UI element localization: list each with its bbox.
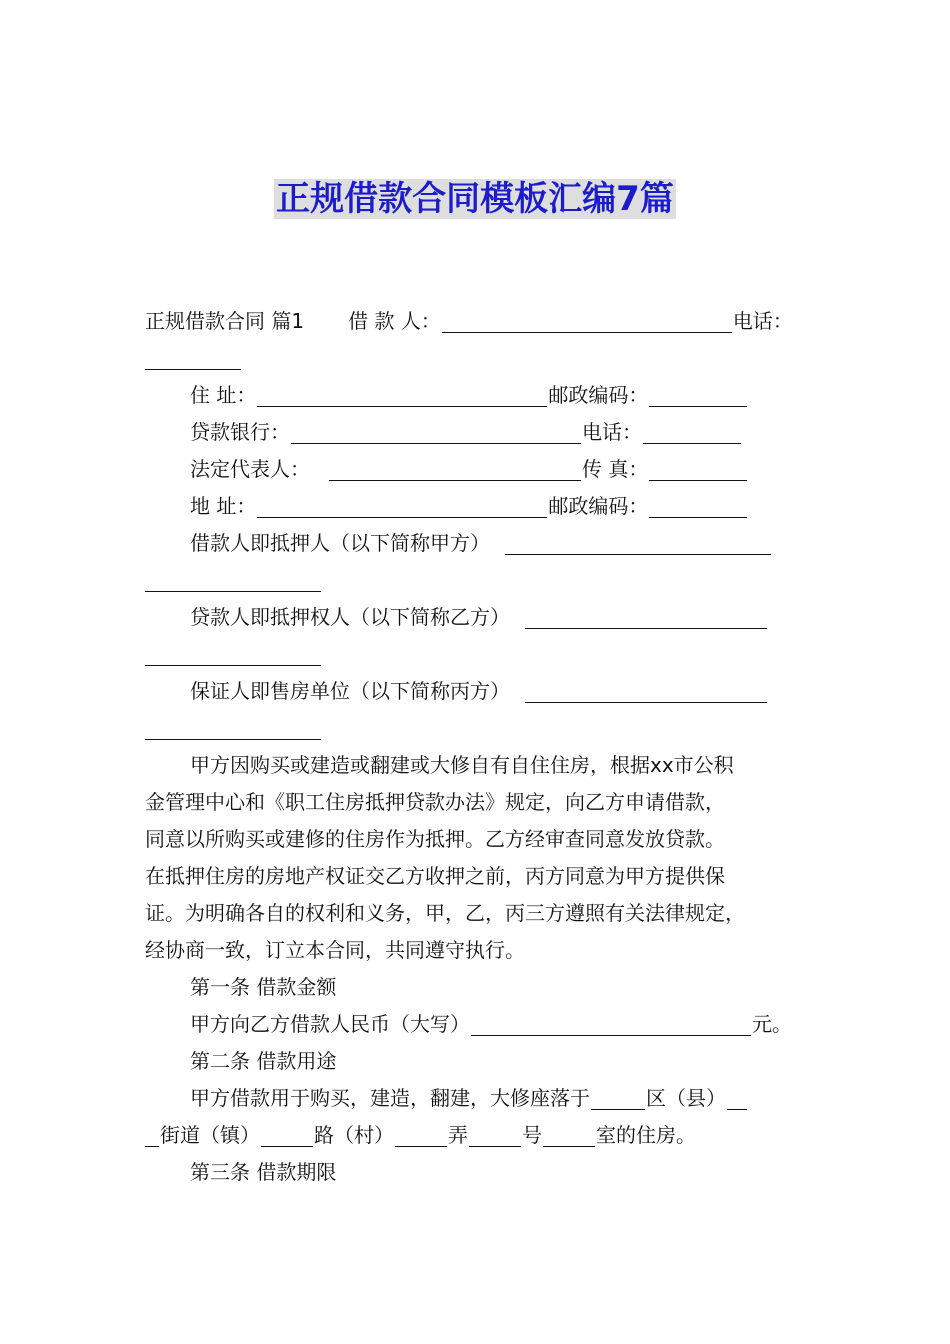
party-c-cont <box>145 710 810 747</box>
party-b-cont <box>145 636 810 673</box>
party-c-blank[interactable] <box>525 680 767 703</box>
preamble-line: 经协商一致，订立本合同，共同遵守执行。 <box>145 938 525 962</box>
bank-phone-blank[interactable] <box>643 421 741 444</box>
room-blank[interactable] <box>543 1124 595 1147</box>
article-1-text-after: 元。 <box>752 1012 792 1036</box>
phone-blank-line <box>145 340 810 377</box>
preamble-line: 甲方因购买或建造或翻建或大修自有自住住房，根据xx市公积 <box>190 753 734 777</box>
postal2-label: 邮政编码： <box>548 494 649 518</box>
party-b-blank[interactable] <box>525 606 767 629</box>
postal2-blank[interactable] <box>649 495 747 518</box>
party-a-blank-cont[interactable] <box>145 569 321 592</box>
bank-blank[interactable] <box>291 421 581 444</box>
party-c-line <box>145 673 810 710</box>
bank-line <box>145 414 810 451</box>
preamble-line: 同意以所购买或建修的住房作为抵押。乙方经审查同意发放贷款。 <box>145 827 725 851</box>
number-label: 号 <box>522 1123 542 1147</box>
amount-blank[interactable] <box>471 1013 751 1036</box>
preamble-paragraph <box>145 747 810 969</box>
article-1-text-before: 甲方向乙方借款人民币（大写） <box>190 1012 470 1036</box>
article-2-text <box>145 1080 810 1117</box>
address2-blank[interactable] <box>257 495 547 518</box>
bank-phone-label: 电话： <box>582 420 642 444</box>
road-blank[interactable] <box>261 1124 313 1147</box>
postal-blank[interactable] <box>649 384 747 407</box>
legal-rep-line <box>145 451 810 488</box>
room-label: 室的住房。 <box>596 1123 696 1147</box>
party-a-line <box>145 525 810 562</box>
party-c-label: 保证人即售房单位（以下简称丙方） <box>190 679 510 703</box>
legal-rep-blank[interactable] <box>329 458 581 481</box>
article-2-text-1: 甲方借款用于购买，建造，翻建，大修座落于 <box>190 1086 590 1110</box>
party-b-blank-cont[interactable] <box>145 643 321 666</box>
preamble-line: 金管理中心和《职工住房抵押贷款办法》规定，向乙方申请借款， <box>145 790 725 814</box>
bank-label: 贷款银行： <box>190 420 290 444</box>
lane-label: 弄 <box>448 1123 468 1147</box>
legal-rep-label: 法定代表人： <box>190 457 310 481</box>
preamble-line: 在抵押住房的房地产权证交乙方收押之前，丙方同意为甲方提供保 <box>145 864 725 888</box>
party-c-blank-cont[interactable] <box>145 717 321 740</box>
street-label: 街道（镇） <box>160 1123 260 1147</box>
party-a-blank[interactable] <box>505 532 771 555</box>
article-2-heading: 第二条 借款用途 <box>190 1049 337 1073</box>
borrower-label: 借 款 人： <box>348 309 441 333</box>
address-label: 住 址： <box>190 383 257 407</box>
number-blank[interactable] <box>469 1124 521 1147</box>
street-prefix-blank[interactable] <box>145 1124 159 1147</box>
article-1-text <box>145 1006 810 1043</box>
district-label: 区（县） <box>646 1086 726 1110</box>
article-2-text-cont <box>145 1117 810 1154</box>
district-blank[interactable] <box>591 1087 645 1110</box>
address2-line <box>145 488 810 525</box>
contract-heading: 正规借款合同 篇1 <box>145 309 305 333</box>
phone-blank[interactable] <box>145 347 241 370</box>
fax-blank[interactable] <box>649 458 747 481</box>
borrower-blank[interactable] <box>442 310 732 333</box>
road-label: 路（村） <box>314 1123 394 1147</box>
fax-label: 传 真： <box>582 457 649 481</box>
party-b-label: 贷款人即抵押权人（以下简称乙方） <box>190 605 510 629</box>
document-body <box>145 303 810 1191</box>
header-line <box>145 303 810 340</box>
title-text: 正规借款合同模板汇编7篇 <box>276 179 674 219</box>
party-b-line <box>145 599 810 636</box>
phone-label: 电话： <box>732 309 793 333</box>
article-3-heading: 第三条 借款期限 <box>190 1160 337 1184</box>
preamble-line: 证。为明确各自的权利和义务，甲，乙，丙三方遵照有关法律规定， <box>145 901 745 925</box>
article-1-heading: 第一条 借款金额 <box>190 975 337 999</box>
county-blank[interactable] <box>727 1087 747 1110</box>
party-a-label: 借款人即抵押人（以下简称甲方） <box>190 531 490 555</box>
address2-label: 地 址： <box>190 494 257 518</box>
postal-label: 邮政编码： <box>548 383 649 407</box>
address-blank[interactable] <box>257 384 547 407</box>
lane-blank[interactable] <box>395 1124 447 1147</box>
address-line <box>145 377 810 414</box>
party-a-cont <box>145 562 810 599</box>
document-title <box>0 176 950 222</box>
